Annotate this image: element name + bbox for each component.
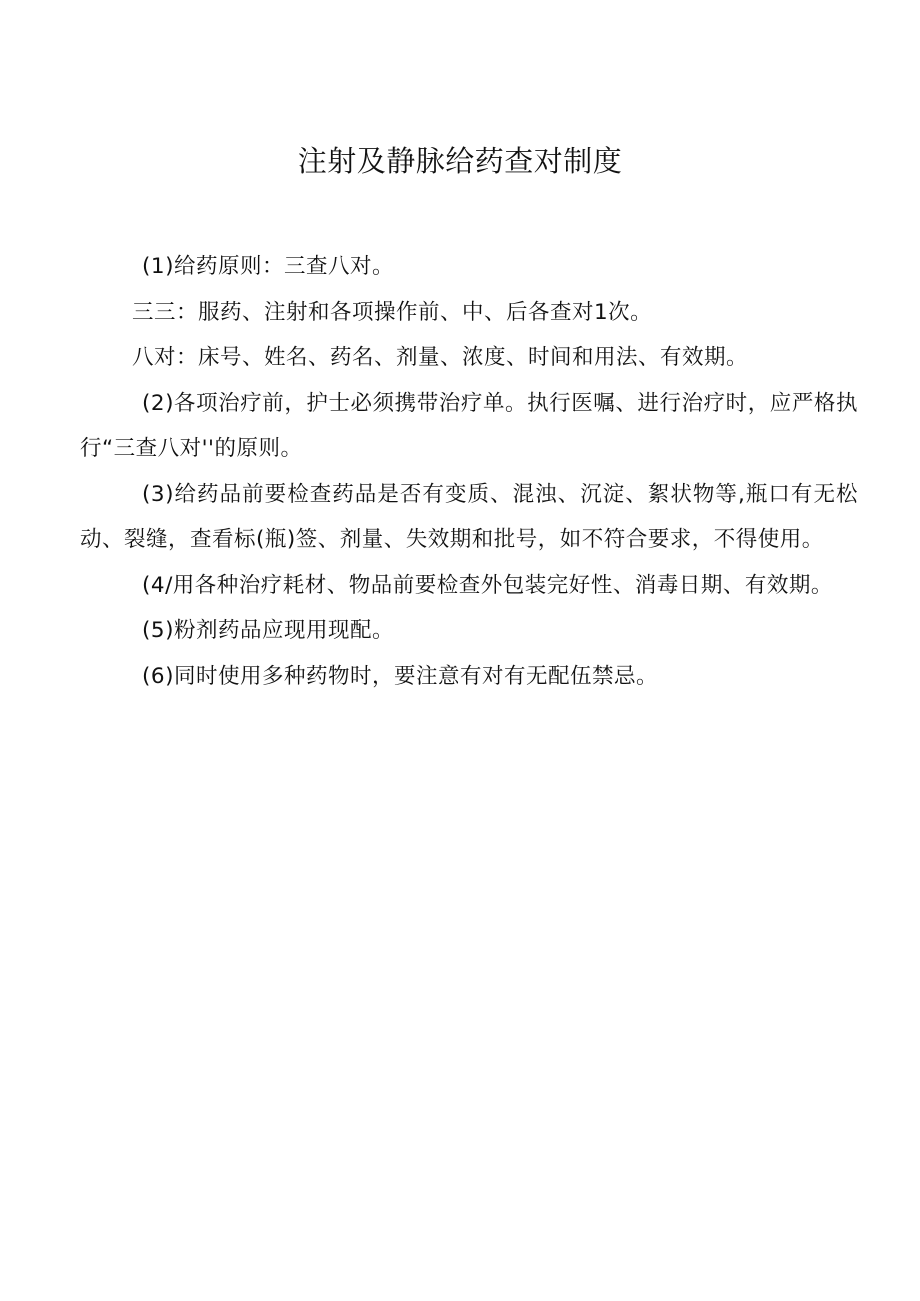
document-title: 注射及静脉给药查对制度 [297, 144, 623, 178]
paragraph-principle: (1)给药原则：三查八对。 [142, 254, 394, 279]
paragraph-powder-drugs: (5)粉剂药品应现用现配。 [142, 618, 394, 643]
paragraph-eight-matches: 八对：床号、姓名、药名、剂量、浓度、时间和用法、有效期。 [132, 345, 749, 370]
paragraph-drug-inspection: (3)给药品前要检查药品是否有变质、混浊、沉淀、絮状物等,瓶口有无松动、裂缝，查看标(瓶)签、剂量、失效期和批号，如不符合要求，不得使用。 [80, 481, 858, 552]
paragraph-supplies-inspection: (4/用各种治疗耗材、物品前要检查外包装完好性、消毒日期、有效期。 [142, 572, 833, 598]
paragraph-drug-compatibility: (6)同时使用多种药物时，要注意有对有无配伍禁忌。 [142, 663, 658, 689]
paragraph-three-checks: 三三：服药、注射和各项操作前、中、后各查对1次。 [132, 299, 653, 325]
document-body [80, 244, 858, 699]
paragraph-treatment-sheet: (2)各项治疗前，护士必须携带治疗单。执行医嘱、进行治疗时，应严格执行“三查八对''的原则。 [80, 390, 858, 461]
